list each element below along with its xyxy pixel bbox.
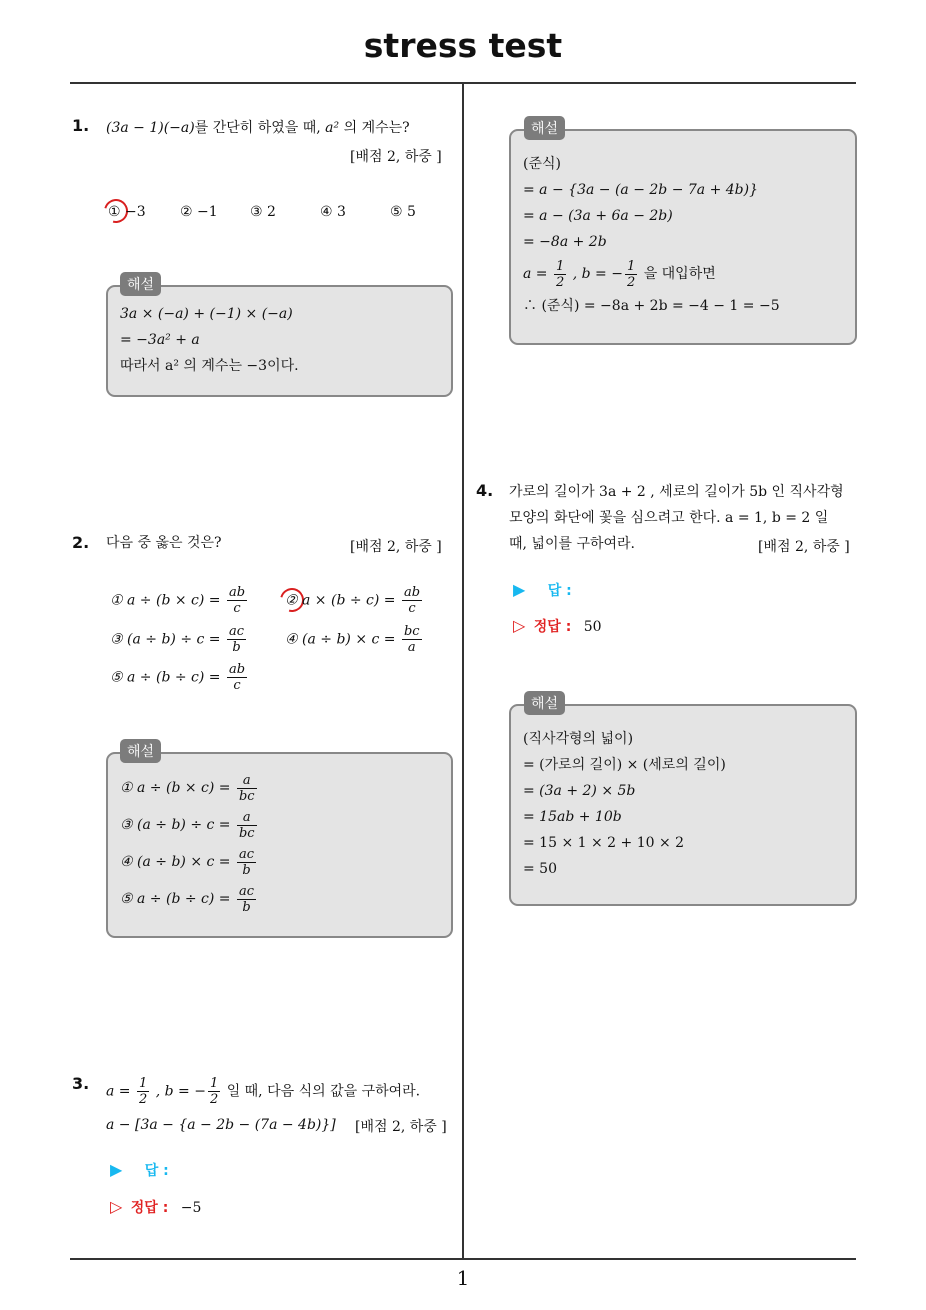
solution-line: (직사각형의 넓이) xyxy=(523,731,634,747)
play-icon: ▶ xyxy=(110,1160,123,1179)
solution-tag: 해설 xyxy=(524,116,565,140)
solution-line: = −8a + 2b xyxy=(523,234,607,250)
solution-tag: 해설 xyxy=(120,739,161,763)
correct-value: 50 xyxy=(583,619,602,635)
solution-line: a = $\frac{1}{2}$ , b = − $\frac{1}{2}$ 을 대입하면 xyxy=(523,258,716,290)
fraction: $\frac{ac}{b}$ xyxy=(228,624,245,655)
solution-line: = 50 xyxy=(523,861,557,877)
q2-choice-2[interactable]: ② a × (b ÷ c) = $\frac{ab}{c}$ xyxy=(285,585,421,616)
question-1-score: [배점 2, 하중 ] xyxy=(350,149,442,165)
q1-choice-5[interactable]: ⑤ 5 xyxy=(390,204,416,220)
q3-answer-row[interactable] xyxy=(110,1160,169,1180)
q1-choice-4[interactable]: ④ 3 xyxy=(320,204,346,220)
q1-solution-box xyxy=(106,285,453,397)
solution-line: (준식) xyxy=(523,156,561,172)
q3-correct-row xyxy=(110,1197,201,1217)
question-1-number: 1. xyxy=(72,116,90,135)
solution-line: ∴ (준식) = −8a + 2b = −4 − 1 = −5 xyxy=(523,298,780,314)
solution-line: ④ (a ÷ b) × c = $\frac{ac}{b}$ xyxy=(120,846,255,878)
q4-answer-row[interactable] xyxy=(513,580,572,600)
solution-line: 3a × (−a) + (−1) × (−a) xyxy=(120,306,293,322)
solution-line: ③ (a ÷ b) ÷ c = $\frac{a}{bc}$ xyxy=(120,809,255,841)
solution-line: = (3a + 2) × 5b xyxy=(523,783,636,799)
answer-label: 답 : xyxy=(547,583,572,599)
fraction: $\frac{ab}{c}$ xyxy=(403,585,421,616)
question-4-line-1: 가로의 길이가 3a + 2 , 세로의 길이가 5b 인 직사각형 xyxy=(509,484,844,500)
solution-line: = (가로의 길이) × (세로의 길이) xyxy=(523,757,726,773)
solution-line: = −3a² + a xyxy=(120,332,200,348)
q1-choice-2[interactable]: ② −1 xyxy=(180,204,218,220)
q2-choice-1[interactable]: ① a ÷ (b × c) = $\frac{ab}{c}$ xyxy=(110,585,246,616)
q4-solution-box xyxy=(509,704,857,906)
question-2-number: 2. xyxy=(72,533,90,552)
q2-choice-5[interactable]: ⑤ a ÷ (b ÷ c) = $\frac{ab}{c}$ xyxy=(110,662,246,693)
solution-line: 따라서 a² 의 계수는 −3이다. xyxy=(120,358,299,374)
question-3-text: a = $\frac{1}{2}$ , b = − $\frac{1}{2}$ 일 때, 다음 식의 값을 구하여라. xyxy=(106,1076,421,1107)
question-2-score: [배점 2, 하중 ] xyxy=(350,539,442,555)
q2-solution-box xyxy=(106,752,453,938)
question-4-number: 4. xyxy=(476,481,494,500)
fraction: $\frac{ab}{c}$ xyxy=(228,662,246,693)
solution-line: = 15 × 1 × 2 + 10 × 2 xyxy=(523,835,685,851)
solution-line: ① a ÷ (b × c) = $\frac{a}{bc}$ xyxy=(120,772,255,804)
play-icon: ▶ xyxy=(513,580,526,599)
page-title: stress test xyxy=(363,26,563,65)
solution-line: = 15ab + 10b xyxy=(523,809,622,825)
q2-choice-3[interactable]: ③ (a ÷ b) ÷ c = $\frac{ac}{b}$ xyxy=(110,624,245,655)
question-4-line-3: 때, 넓이를 구하여라. xyxy=(509,536,635,552)
q1-choice-3[interactable]: ③ 2 xyxy=(250,204,276,220)
q1-choice-1[interactable]: ① −3 xyxy=(108,204,146,220)
solution-tag: 해설 xyxy=(524,691,565,715)
question-4-line-2: 모양의 화단에 꽃을 심으려고 한다. a = 1, b = 2 일 xyxy=(509,510,829,526)
question-3-expression: a − [3a − {a − 2b − (7a − 4b)}] xyxy=(106,1117,336,1133)
fraction: $\frac{ab}{c}$ xyxy=(228,585,246,616)
q3-solution-box xyxy=(509,129,857,345)
q2-choice-4[interactable]: ④ (a ÷ b) × c = $\frac{bc}{a}$ xyxy=(285,624,420,655)
page-number: 1 xyxy=(456,1266,470,1290)
footer-rule xyxy=(70,1258,856,1260)
question-4-score: [배점 2, 하중 ] xyxy=(758,539,850,555)
q4-correct-row xyxy=(513,616,602,636)
fraction: $\frac{bc}{a}$ xyxy=(403,624,420,655)
question-3-score: [배점 2, 하중 ] xyxy=(355,1119,447,1135)
correct-label: 정답 : xyxy=(533,619,572,635)
question-2-text: 다음 중 옳은 것은? xyxy=(106,535,222,551)
q1-expression: (3a − 1)(−a) xyxy=(106,120,195,136)
solution-line: ⑤ a ÷ (b ÷ c) = $\frac{ac}{b}$ xyxy=(120,883,255,915)
outline-play-icon: ▷ xyxy=(110,1197,123,1216)
correct-value: −5 xyxy=(180,1200,202,1216)
correct-label: 정답 : xyxy=(130,1200,169,1216)
solution-line: = a − {3a − (a − 2b − 7a + 4b)} xyxy=(523,182,759,198)
answer-label: 답 : xyxy=(144,1163,169,1179)
question-3-number: 3. xyxy=(72,1074,90,1093)
outline-play-icon: ▷ xyxy=(513,616,526,635)
question-1-text: (3a − 1)(−a)를 간단히 하였을 때, a² 의 계수는? xyxy=(106,120,410,136)
column-divider xyxy=(462,84,464,1260)
solution-tag: 해설 xyxy=(120,272,161,296)
solution-line: = a − (3a + 6a − 2b) xyxy=(523,208,673,224)
